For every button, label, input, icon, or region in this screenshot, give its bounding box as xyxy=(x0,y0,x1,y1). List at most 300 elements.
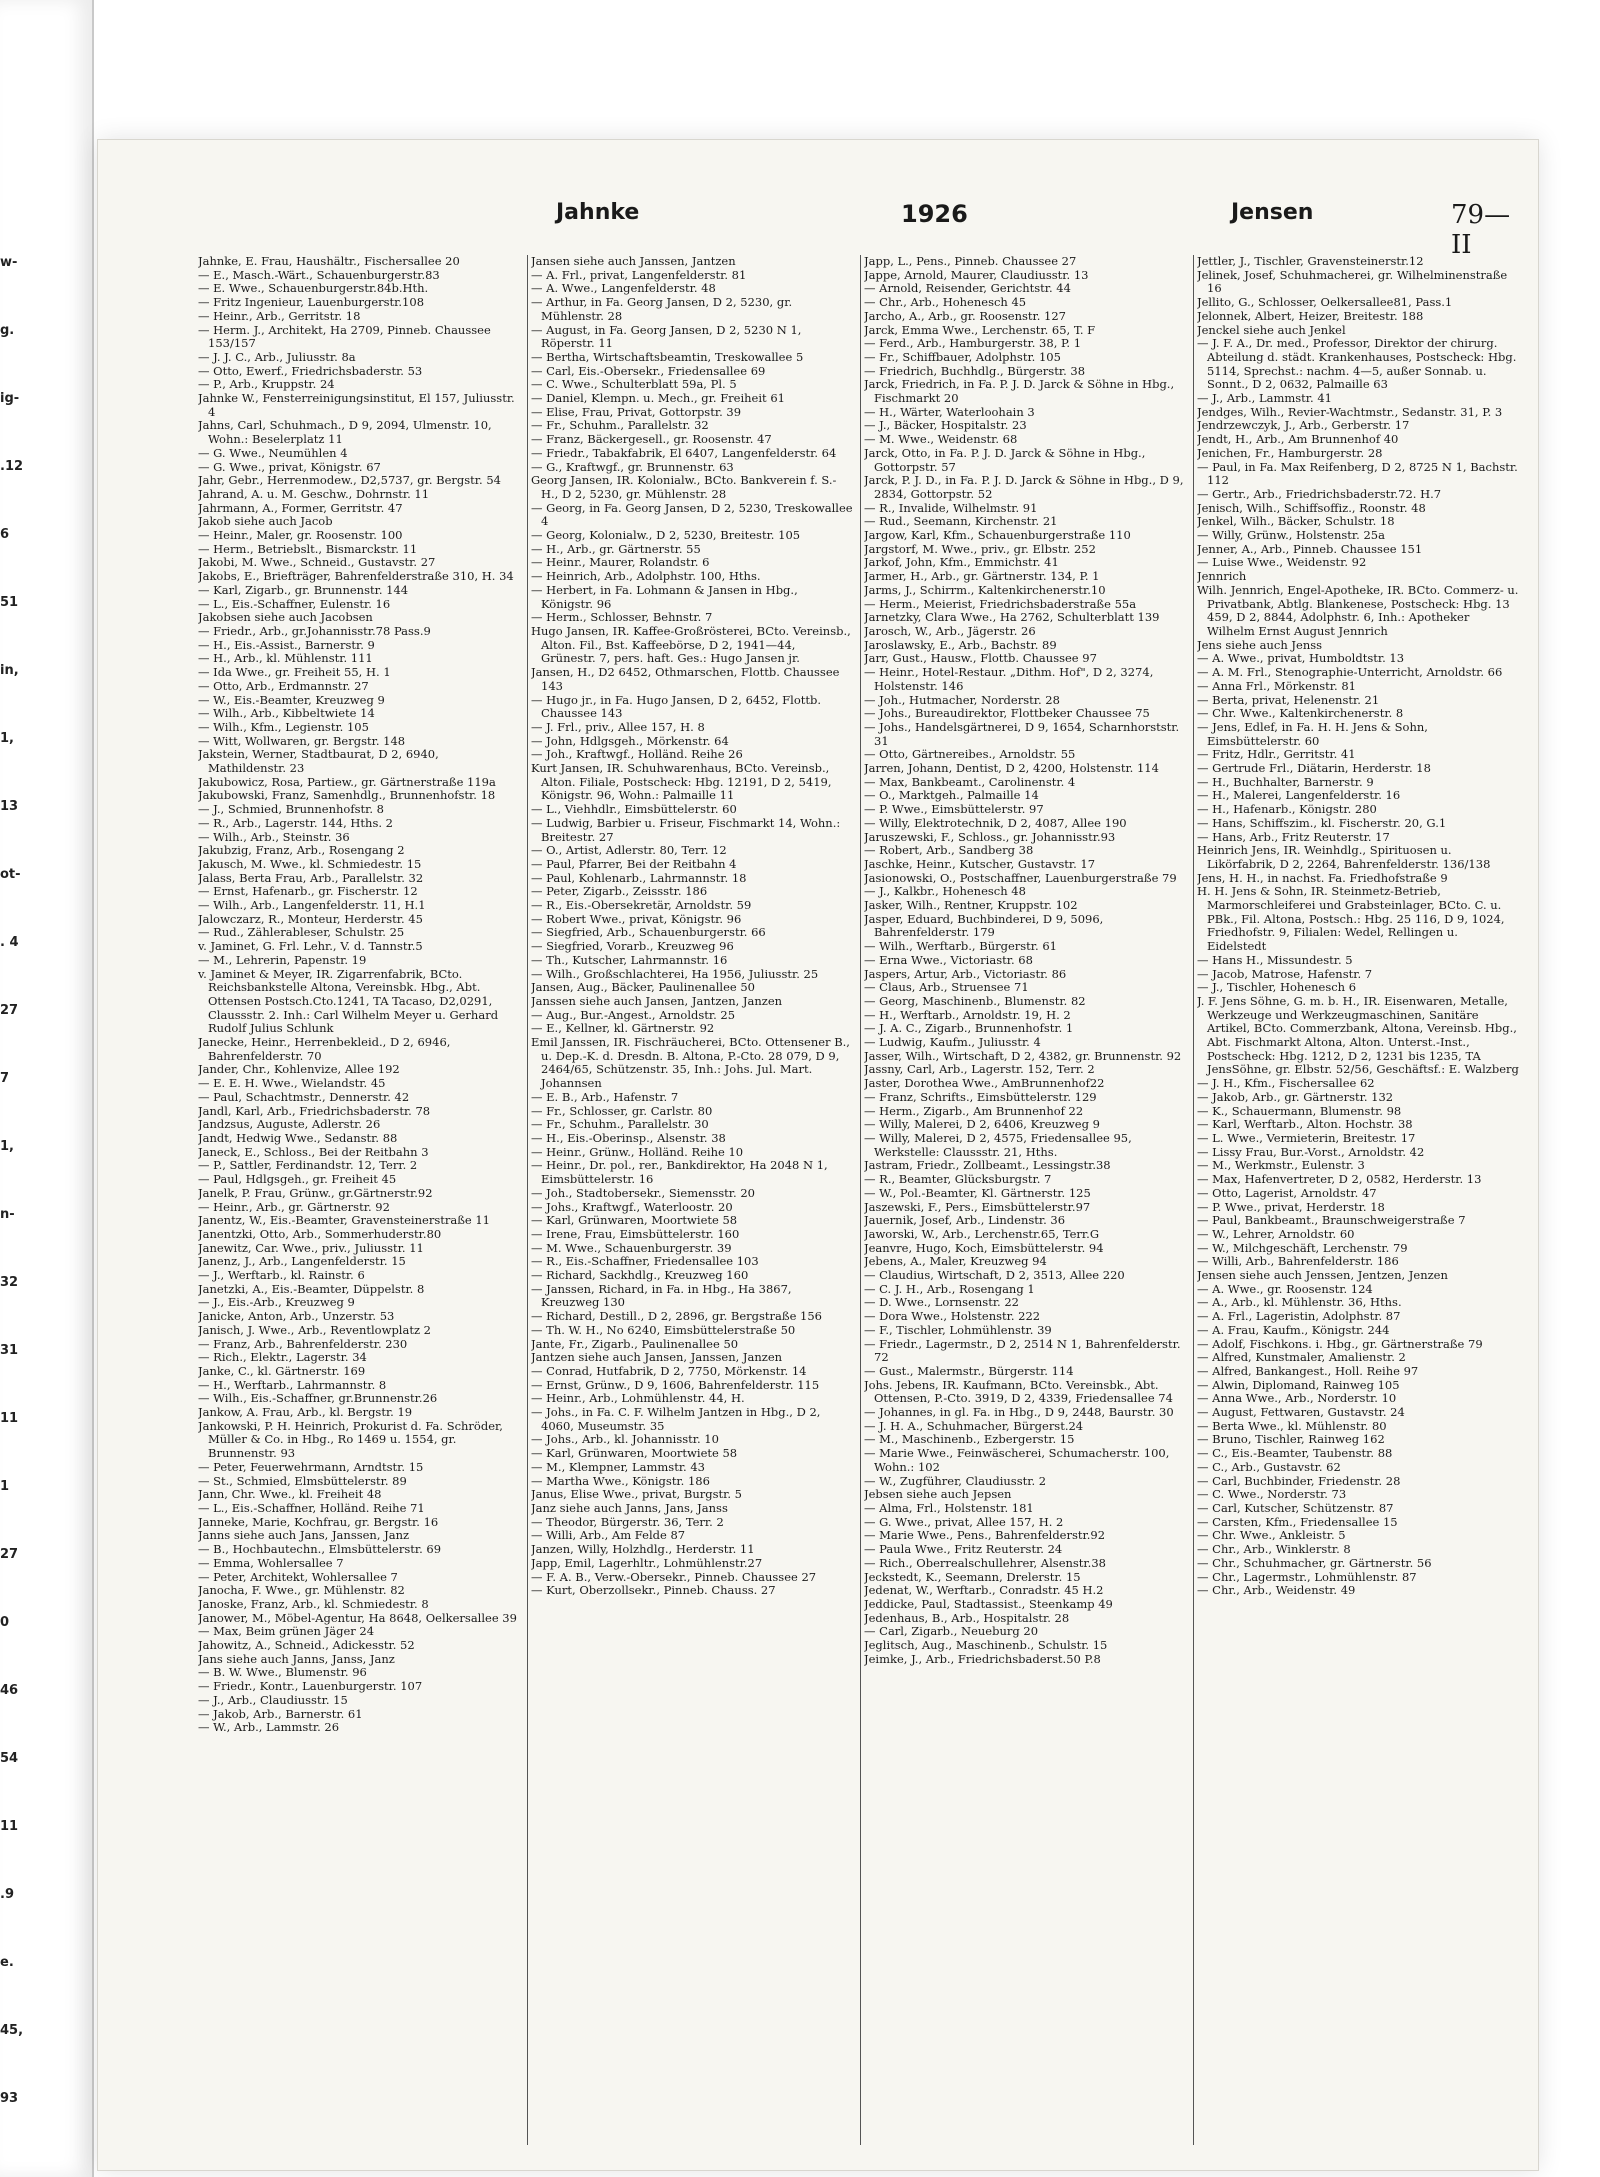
margin-fragment: 11 xyxy=(0,1819,19,1834)
directory-entry: — L., Eis.-Schaffner, Eulenstr. 16 xyxy=(198,596,391,611)
directory-entry: Jeglitsch, Aug., Maschinenb., Schulstr. 15 xyxy=(864,1638,1108,1653)
directory-entry: — Rich., Elektr., Lagerstr. 34 xyxy=(198,1350,367,1365)
directory-entry: Jahowitz, A., Schneid., Adickesstr. 52 xyxy=(198,1638,415,1653)
directory-entry: Jensen siehe auch Jenssen, Jentzen, Jenzen xyxy=(1197,1268,1448,1283)
directory-entry: Japp, Emil, Lagerhltr., Lohmühlenstr.27 xyxy=(531,1555,763,1570)
directory-entry: — Herm., Schlosser, Behnstr. 7 xyxy=(531,610,713,625)
directory-entry: — M., Maschinenb., Ezbergerstr. 15 xyxy=(864,1432,1075,1447)
directory-entry: — Willy, Grünw., Holstenstr. 25a xyxy=(1197,528,1385,543)
directory-entry: — J., Kalkbr., Hohenesch 48 xyxy=(864,884,1026,899)
directory-entry: — Herm., Meierist, Friedrichsbaderstraße 55a xyxy=(864,596,1137,611)
directory-entry: — Carl, Buchbinder, Friedenstr. 28 xyxy=(1197,1473,1401,1488)
directory-entry: — H., Eis.-Assist., Barnerstr. 9 xyxy=(198,637,375,652)
directory-entry: — Wilh., Arb., Kibbeltwiete 14 xyxy=(198,706,375,721)
directory-entry: — Georg, Kolonialw., D 2, 5230, Breitestr. 105 xyxy=(531,528,801,543)
margin-fragment: 1, xyxy=(0,1139,14,1154)
header-year: 1926 xyxy=(901,200,968,228)
directory-entry: — Georg, Maschinenb., Blumenstr. 82 xyxy=(864,993,1086,1008)
directory-entry: Jaroslawsky, E., Arb., Bachstr. 89 xyxy=(864,637,1057,652)
directory-entry: Jandl, Karl, Arb., Friedrichsbaderstr. 78 xyxy=(198,1103,431,1118)
directory-entry: — Wilh., Arb., Steinstr. 36 xyxy=(198,829,350,844)
directory-entry: Jann, Chr. Wwe., kl. Freiheit 48 xyxy=(198,1487,382,1502)
directory-entry: — Erna Wwe., Victoriastr. 68 xyxy=(864,952,1033,967)
directory-entry: — W., Pol.-Beamter, Kl. Gärtnerstr. 125 xyxy=(864,1185,1091,1200)
directory-entry: Jassny, Carl, Arb., Lagerstr. 152, Terr. 2 xyxy=(864,1062,1095,1077)
directory-entry: — Paul, in Fa. Max Reifenberg, D 2, 8725 N 1, Bachstr. 112 xyxy=(1197,459,1518,488)
directory-entry: — Chr., Arb., Hohenesch 45 xyxy=(864,295,1027,310)
directory-entry: — M., Klempner, Lammstr. 43 xyxy=(531,1459,705,1474)
directory-entry: — Richard, Destill., D 2, 2896, gr. Bergstraße 156 xyxy=(531,1309,822,1324)
directory-entry: Jakubzig, Franz, Arb., Rosengang 2 xyxy=(198,843,405,858)
directory-entry: — H., Arb., kl. Mühlenstr. 111 xyxy=(198,651,373,666)
directory-entry: Jandt, Hedwig Wwe., Sedanstr. 88 xyxy=(198,1131,398,1145)
directory-entry: — Joh., Hutmacher, Norderstr. 28 xyxy=(864,692,1060,707)
directory-entry: Jens, H. H., in nachst. Fa. Friedhofstraße 9 xyxy=(1197,870,1448,885)
directory-entry: — Witt, Wollwaren, gr. Bergstr. 148 xyxy=(198,733,406,748)
column-divider xyxy=(1193,255,1194,2145)
directory-entry: — Otto, Lagerist, Arnoldstr. 47 xyxy=(1197,1185,1377,1200)
directory-entry: — A. Wwe., Langenfelderstr. 48 xyxy=(531,281,716,296)
directory-entry: — John, Hdlgsgeh., Mörkenstr. 64 xyxy=(531,733,729,748)
margin-fragment: ot- xyxy=(0,867,21,882)
directory-entry: — Th., Kutscher, Lahrmannstr. 16 xyxy=(531,952,728,967)
directory-entry: — J., Arb., Claudiusstr. 15 xyxy=(198,1692,348,1707)
directory-entry: Jappe, Arnold, Maurer, Claudiusstr. 13 xyxy=(864,267,1089,282)
directory-entry: — Wilh., Großschlachterei, Ha 1956, Juliusstr. 25 xyxy=(531,966,819,981)
margin-fragment: n- xyxy=(0,1207,15,1222)
directory-entry: — Marie Wwe., Feinwäscherei, Schumacherstr. 100, Wohn.: 102 xyxy=(864,1446,1170,1474)
directory-entry: — A. Frau, Kaufm., Königstr. 244 xyxy=(1197,1322,1390,1337)
directory-entry: — Paul, Hdlgsgeh., gr. Freiheit 45 xyxy=(198,1172,397,1187)
directory-entry: — Heinr., Hotel-Restaur. „Dithm. Hof", D 2, 3274, Holstenstr. 146 xyxy=(864,665,1154,693)
directory-entry: Jalass, Berta Frau, Arb., Parallelstr. 32 xyxy=(198,870,424,885)
directory-entry: — H., Hafenarb., Königstr. 280 xyxy=(1197,802,1377,817)
directory-entry: — Ida Wwe., gr. Freiheit 55, H. 1 xyxy=(198,665,391,680)
column-3 xyxy=(864,255,1186,2155)
directory-entry: — Wilh., Eis.-Schaffner, gr.Brunnenstr.26 xyxy=(198,1391,438,1406)
directory-entry: — P., Arb., Kruppstr. 24 xyxy=(198,377,335,392)
directory-entry: — Rud., Zählerableser, Schulstr. 25 xyxy=(198,925,405,940)
directory-entry: — Luise Wwe., Weidenstr. 92 xyxy=(1197,555,1367,570)
directory-entry: — Carl, Kutscher, Schützenstr. 87 xyxy=(1197,1500,1394,1515)
directory-entry: — Friedr., Lagermstr., D 2, 2514 N 1, Bahrenfelderstr. 72 xyxy=(864,1336,1181,1365)
directory-entry: — Fr., Schlosser, gr. Carlstr. 80 xyxy=(531,1103,713,1118)
directory-entry: — J., Tischler, Hohenesch 6 xyxy=(1197,980,1357,995)
directory-entry: — J. A. C., Zigarb., Brunnenhofstr. 1 xyxy=(864,1021,1074,1036)
directory-entry: Jendrzewczyk, J., Arb., Gerberstr. 17 xyxy=(1197,418,1410,433)
directory-entry: Jenner, A., Arb., Pinneb. Chaussee 151 xyxy=(1197,541,1423,556)
directory-entry: — Franz, Bäckergesell., gr. Roosenstr. 47 xyxy=(531,432,772,447)
directory-entry: — August, Fettwaren, Gustavstr. 24 xyxy=(1197,1405,1405,1420)
margin-fragment: 51 xyxy=(0,595,19,610)
margin-fragment: e. xyxy=(0,1955,14,1970)
directory-entry: — Jakob, Arb., Barnerstr. 61 xyxy=(198,1706,363,1721)
directory-entry: Jandzsus, Auguste, Adlerstr. 26 xyxy=(198,1117,381,1132)
directory-entry: Janentzki, Otto, Arb., Sommerhuderstr.80 xyxy=(198,1226,442,1241)
directory-entry: Wilh. Jennrich, Engel-Apotheke, IR. BCto. Commerz- u. Privatbank, Abtlg. Blankenese, Postscheck: Hbg. 13 459, D 2, 8844, Adolphstr. 6, Inh.: Apotheker Wilhelm Ernst August Jennrich xyxy=(1197,582,1519,638)
margin-fragment: 27 xyxy=(0,1547,19,1562)
directory-entry: — A. Frl., privat, Langenfelderstr. 81 xyxy=(531,267,747,282)
directory-columns xyxy=(198,255,1528,2155)
directory-entry: Jelonnek, Albert, Heizer, Breitestr. 188 xyxy=(1197,308,1424,323)
directory-entry: — Marie Wwe., Pens., Bahrenfelderstr.92 xyxy=(864,1528,1106,1543)
directory-entry: — Elise, Frau, Privat, Gottorpstr. 39 xyxy=(531,404,742,419)
margin-fragment: in, xyxy=(0,663,19,678)
directory-entry: Jahns, Carl, Schuhmach., D 9, 2094, Ulmenstr. 10, Wohn.: Beselerplatz 11 xyxy=(198,418,492,447)
directory-entry: Jander, Chr., Kohlenvize, Allee 192 xyxy=(198,1062,400,1077)
directory-entry: — Rud., Seemann, Kirchenstr. 21 xyxy=(864,514,1058,529)
directory-entry: — Wilh., Werftarb., Bürgerstr. 61 xyxy=(864,939,1057,954)
directory-entry: — Adolf, Fischkons. i. Hbg., gr. Gärtnerstraße 79 xyxy=(1197,1336,1483,1351)
directory-entry: — Johs., Arb., kl. Johannisstr. 10 xyxy=(531,1432,719,1447)
directory-entry: — Chr., Lagermstr., Lohmühlenstr. 87 xyxy=(1197,1569,1417,1584)
directory-entry: — Heinr., Grünw., Holländ. Reihe 10 xyxy=(531,1144,744,1159)
directory-entry: Janecke, Heinr., Herrenbekleid., D 2, 6946, Bahrenfelderstr. 70 xyxy=(198,1035,451,1063)
margin-fragment: 13 xyxy=(0,799,19,814)
directory-entry: Jarosch, W., Arb., Jägerstr. 26 xyxy=(864,623,1036,638)
directory-entry: Jankow, A. Frau, Arb., kl. Bergstr. 19 xyxy=(198,1405,413,1420)
directory-entry: — Wilh., Kfm., Legienstr. 105 xyxy=(198,719,369,734)
directory-entry: — J. F. A., Dr. med., Professor, Direktor der chirurg. Abteilung d. städt. Krankenhauses, Postscheck: Hbg. 5114, Sprechst.: nachm. 4—5, außer Sonnab. u. Sonnt., D 2, 0632, Palmaille 63 xyxy=(1197,336,1517,392)
directory-entry: Jendges, Wilh., Revier-Wachtmstr., Sedanstr. 31, P. 3 xyxy=(1197,404,1503,419)
directory-entry: — H., Arb., gr. Gärtnerstr. 55 xyxy=(531,541,701,556)
directory-entry: — Franz, Arb., Bahrenfelderstr. 230 xyxy=(198,1336,408,1351)
directory-entry: Jankowski, P. H. Heinrich, Prokurist d. Fa. Schröder, Müller & Co. in Hbg., Ro 1469 u. 1554, gr. Brunnenstr. 93 xyxy=(198,1418,503,1461)
directory-entry: — Hans, Arb., Fritz Reuterstr. 17 xyxy=(1197,829,1390,844)
directory-entry: — Conrad, Hutfabrik, D 2, 7750, Mörkenstr. 14 xyxy=(531,1363,807,1378)
directory-entry: — C., Eis.-Beamter, Taubenstr. 88 xyxy=(1197,1446,1393,1461)
directory-entry: Jeanvre, Hugo, Koch, Eimsbüttelerstr. 94 xyxy=(864,1240,1104,1255)
directory-entry: — Willy, Malerei, D 2, 6406, Kreuzweg 9 xyxy=(864,1117,1100,1132)
directory-entry: — Fr., Schuhm., Parallelstr. 32 xyxy=(531,418,709,433)
directory-entry: — Gust., Malermstr., Bürgerstr. 114 xyxy=(864,1363,1074,1378)
directory-entry: Janeck, E., Schloss., Bei der Reitbahn 3 xyxy=(198,1144,429,1159)
directory-entry: — Ludwig, Barbier u. Friseur, Fischmarkt 14, Wohn.: Breitestr. 27 xyxy=(531,815,841,844)
directory-page xyxy=(98,140,1538,2170)
directory-entry: Jans siehe auch Janns, Janss, Janz xyxy=(198,1651,395,1666)
directory-entry: Jaworski, W., Arb., Lerchenstr.65, Terr.G xyxy=(864,1226,1100,1241)
margin-fragment: 6 xyxy=(0,527,10,542)
directory-entry: — Hans H., Missundestr. 5 xyxy=(1197,952,1353,967)
directory-entry: — P., Sattler, Ferdinandstr. 12, Terr. 2 xyxy=(198,1158,418,1173)
directory-entry: — J., Eis.-Arb., Kreuzweg 9 xyxy=(198,1295,355,1310)
directory-entry: — Paul, Bankbeamt., Braunschweigerstraße 7 xyxy=(1197,1213,1466,1228)
directory-entry: Jahnke, E. Frau, Haushältr., Fischersallee 20 xyxy=(198,255,460,268)
directory-entry: — Richard, Sackhdlg., Kreuzweg 160 xyxy=(531,1268,749,1283)
directory-entry: Jasper, Eduard, Buchbinderei, D 9, 5096, Bahrenfelderstr. 179 xyxy=(864,911,1104,940)
directory-entry: — H., Eis.-Oberinsp., Alsenstr. 38 xyxy=(531,1131,726,1145)
directory-entry: — Paul, Pfarrer, Bei der Reitbahn 4 xyxy=(531,856,737,871)
directory-entry: — Herbert, in Fa. Lohmann & Jansen in Hbg., Königstr. 96 xyxy=(531,582,798,611)
directory-entry: Janoske, Franz, Arb., kl. Schmiedestr. 8 xyxy=(198,1596,429,1611)
directory-entry: Jettler, J., Tischler, Gravensteinerstr.12 xyxy=(1197,255,1424,268)
directory-entry: — Paula Wwe., Fritz Reuterstr. 24 xyxy=(864,1542,1063,1557)
directory-entry: — R., Arb., Lagerstr. 144, Hths. 2 xyxy=(198,815,393,830)
header-first-entry: Jahnke xyxy=(556,200,640,225)
directory-entry: — Joh., Kraftwgf., Holländ. Reihe 26 xyxy=(531,747,743,762)
directory-entry: Jeddicke, Paul, Stadtassist., Steenkamp 49 xyxy=(864,1596,1113,1611)
directory-entry: — Fritz, Hdlr., Gerritstr. 41 xyxy=(1197,747,1356,762)
directory-entry: Jahrmann, A., Former, Gerritstr. 47 xyxy=(198,500,403,515)
directory-entry: — Heinr., Maurer, Rolandstr. 6 xyxy=(531,555,710,570)
directory-entry: — Franz, Schrifts., Eimsbüttelerstr. 129 xyxy=(864,1089,1097,1104)
directory-entry: — B., Hochbautechn., Elmsbüttelerstr. 69 xyxy=(198,1542,442,1557)
directory-entry: — Friedrich, Buchhdlg., Bürgerstr. 38 xyxy=(864,363,1086,378)
directory-entry: — J. Frl., priv., Allee 157, H. 8 xyxy=(531,719,705,734)
directory-entry: Janke, C., kl. Gärtnerstr. 169 xyxy=(198,1363,366,1378)
directory-entry: — Jakob, Arb., gr. Gärtnerstr. 132 xyxy=(1197,1089,1394,1104)
directory-entry: — Peter, Architekt, Wohlersallee 7 xyxy=(198,1569,398,1584)
directory-entry: — St., Schmied, Elmsbüttelerstr. 89 xyxy=(198,1473,407,1488)
directory-entry: Heinrich Jens, IR. Weinhdlg., Spirituosen u. Likörfabrik, D 2, 2264, Bahrenfelderstr. 136/138 xyxy=(1197,843,1491,871)
directory-entry: — Alfred, Kunstmaler, Amalienstr. 2 xyxy=(1197,1350,1406,1365)
directory-entry: — Chr., Schuhmacher, gr. Gärtnerstr. 56 xyxy=(1197,1555,1432,1570)
directory-entry: — F. A. B., Verw.-Obersekr., Pinneb. Chaussee 27 xyxy=(531,1569,817,1584)
directory-entry: — Alfred, Bankangest., Holl. Reihe 97 xyxy=(1197,1363,1419,1378)
directory-entry: Jeckstedt, K., Seemann, Drelerstr. 15 xyxy=(864,1569,1081,1584)
directory-entry: — Chr. Wwe., Kaltenkirchenerstr. 8 xyxy=(1197,706,1404,721)
directory-entry: — Johs., Handelsgärtnerei, D 9, 1654, Scharnhorststr. 31 xyxy=(864,719,1180,748)
directory-entry: — O., Artist, Adlerstr. 80, Terr. 12 xyxy=(531,843,727,858)
directory-entry: — Alma, Frl., Holstenstr. 181 xyxy=(864,1500,1034,1515)
margin-fragment: 46 xyxy=(0,1683,19,1698)
directory-entry: — F., Tischler, Lohmühlenstr. 39 xyxy=(864,1322,1052,1337)
directory-entry: — Heinr., Dr. pol., rer., Bankdirektor, Ha 2048 N 1, Eimsbüttelerstr. 16 xyxy=(531,1158,828,1187)
directory-entry: — Heinrich, Arb., Adolphstr. 100, Hths. xyxy=(531,569,761,584)
directory-entry: — M., Lehrerin, Papenstr. 19 xyxy=(198,952,367,967)
directory-entry: Janneke, Marie, Kochfrau, gr. Bergstr. 16 xyxy=(198,1514,439,1529)
directory-entry: Janetzki, A., Eis.-Beamter, Düppelstr. 8 xyxy=(198,1281,425,1296)
directory-entry: Johs. Jebens, IR. Kaufmann, BCto. Vereinsbk., Abt. Ottensen, P.-Cto. 3919, D 2, 4339, Friedensallee 74 xyxy=(864,1377,1173,1406)
directory-entry: — Peter, Zigarb., Zeissstr. 186 xyxy=(531,884,708,899)
directory-entry: — Arnold, Reisender, Gerichtstr. 44 xyxy=(864,281,1071,296)
directory-entry: Jarck, Otto, in Fa. P. J. D. Jarck & Söhne in Hbg., Gottorpstr. 57 xyxy=(864,445,1146,474)
directory-entry: — Carl, Zigarb., Neueburg 20 xyxy=(864,1624,1039,1639)
directory-entry: Jarr, Gust., Hausw., Flottb. Chaussee 97 xyxy=(864,651,1097,666)
directory-entry: — R., Invalide, Wilhelmstr. 91 xyxy=(864,500,1038,515)
column-4 xyxy=(1197,255,1519,2155)
directory-entry: — C. J. H., Arb., Rosengang 1 xyxy=(864,1281,1035,1296)
directory-entry: — W., Zugführer, Claudiusstr. 2 xyxy=(864,1473,1047,1488)
directory-entry: — Herm., Zigarb., Am Brunnenhof 22 xyxy=(864,1103,1084,1118)
directory-entry: Janentz, W., Eis.-Beamter, Gravensteinerstraße 11 xyxy=(198,1213,490,1228)
directory-entry: — C. Wwe., Schulterblatt 59a, Pl. 5 xyxy=(531,377,737,392)
directory-entry: — Claus, Arb., Struensee 71 xyxy=(864,980,1029,995)
directory-entry: — L. Wwe., Vermieterin, Breitestr. 17 xyxy=(1197,1131,1416,1145)
margin-fragment: 0 xyxy=(0,1615,10,1630)
column-divider xyxy=(527,255,528,2145)
directory-entry: Janz siehe auch Janns, Jans, Janss xyxy=(531,1500,728,1515)
directory-entry: Jarren, Johann, Dentist, D 2, 4200, Holstenstr. 114 xyxy=(864,761,1159,776)
directory-entry: — Fritz Ingenieur, Lauenburgerstr.108 xyxy=(198,295,425,310)
margin-fragment: w- xyxy=(0,255,18,270)
directory-entry: — Heinr., Arb., gr. Gärtnerstr. 92 xyxy=(198,1199,390,1214)
directory-entry: Janewitz, Car. Wwe., priv., Juliusstr. 11 xyxy=(198,1240,424,1255)
directory-entry: Jaschke, Heinr., Kutscher, Gustavstr. 17 xyxy=(864,856,1096,871)
directory-entry: — C., Arb., Gustavstr. 62 xyxy=(1197,1459,1341,1474)
directory-entry: Jasker, Wilh., Rentner, Kruppstr. 102 xyxy=(864,898,1078,913)
margin-fragment: 45, xyxy=(0,2023,24,2038)
directory-entry: — Heinr., Arb., Lohmühlenstr. 44, H. xyxy=(531,1391,745,1406)
directory-entry: — R., Eis.-Obersekretär, Arnoldstr. 59 xyxy=(531,898,752,913)
directory-entry: — H., Wärter, Waterloohain 3 xyxy=(864,404,1035,419)
directory-entry: Jarck, Friedrich, in Fa. P. J. D. Jarck & Söhne in Hbg., Fischmarkt 20 xyxy=(864,377,1175,406)
directory-entry: — Arthur, in Fa. Georg Jansen, D 2, 5230, gr. Mühlenstr. 28 xyxy=(531,295,793,323)
margin-fragment: 32 xyxy=(0,1275,19,1290)
directory-entry: — Anna Frl., Mörkenstr. 81 xyxy=(1197,678,1356,693)
directory-entry: — Fr., Schiffbauer, Adolphstr. 105 xyxy=(864,349,1061,364)
directory-entry: Jeimke, J., Arb., Friedrichsbaderst.50 P.8 xyxy=(864,1651,1101,1666)
directory-entry: — R., Eis.-Schaffner, Friedensallee 103 xyxy=(531,1254,759,1269)
directory-entry: — Siegfried, Arb., Schauenburgerstr. 66 xyxy=(531,925,766,940)
directory-entry: — J. H. A., Schuhmacher, Bürgerst.24 xyxy=(864,1418,1084,1433)
directory-entry: — G., Kraftwgf., gr. Brunnenstr. 63 xyxy=(531,459,734,474)
directory-entry: — E. B., Arb., Hafenstr. 7 xyxy=(531,1089,679,1104)
directory-entry: Janocha, F. Wwe., gr. Mühlenstr. 82 xyxy=(198,1583,405,1598)
directory-entry: Jens siehe auch Jenss xyxy=(1197,637,1323,652)
directory-entry: — Heinr., Maler, gr. Roosenstr. 100 xyxy=(198,528,403,543)
directory-entry: — Karl, Zigarb., gr. Brunnenstr. 144 xyxy=(198,582,409,597)
directory-entry: — Ferd., Arb., Hamburgerstr. 38, P. 1 xyxy=(864,336,1082,351)
directory-entry: — J., Werftarb., kl. Rainstr. 6 xyxy=(198,1268,365,1283)
directory-entry: J. F. Jens Söhne, G. m. b. H., IR. Eisenwaren, Metalle, Werkzeuge und Werkzeugmaschinen, Sanitäre Artikel, BCto. Commerzbank, Altona, Vereinsb. Hbg., Abt. Fischmarkt Altona, Alton. Unterst.-Inst., Postscheck: Hbg. 1212, D 2, 1231 bis 1235, TA JensSöhne, gr. Elbstr. 52/56, Geschäftsf.: E. Walzberg xyxy=(1197,993,1519,1077)
directory-entry: — Bertha, Wirtschaftsbeamtin, Treskowallee 5 xyxy=(531,349,804,364)
directory-entry: — H., Werftarb., Arnoldstr. 19, H. 2 xyxy=(864,1007,1071,1022)
directory-entry: — A. Frl., Lageristin, Adolphstr. 87 xyxy=(1197,1309,1401,1324)
directory-entry: — Emma, Wohlersallee 7 xyxy=(198,1555,344,1570)
directory-entry: — Anna Wwe., Arb., Norderstr. 10 xyxy=(1197,1391,1397,1406)
directory-entry: — Jacob, Matrose, Hafenstr. 7 xyxy=(1197,966,1373,981)
directory-entry: — P. Wwe., Eimsbüttelerstr. 97 xyxy=(864,802,1044,817)
directory-entry: — M. Wwe., Schauenburgerstr. 39 xyxy=(531,1240,732,1255)
directory-entry: — Alwin, Diplomand, Rainweg 105 xyxy=(1197,1377,1400,1392)
directory-entry: — H., Malerei, Langenfelderstr. 16 xyxy=(1197,788,1401,803)
directory-entry: — M., Werkmstr., Eulenstr. 3 xyxy=(1197,1158,1365,1173)
directory-entry: — Berta, privat, Helenenstr. 21 xyxy=(1197,692,1380,707)
directory-entry: — Hugo jr., in Fa. Hugo Jansen, D 2, 6452, Flottb. Chaussee 143 xyxy=(531,692,821,721)
directory-entry: Jennrich xyxy=(1197,569,1247,584)
directory-entry: — Karl, Grünwaren, Moortwiete 58 xyxy=(531,1446,738,1461)
directory-entry: Jahr, Gebr., Herrenmodew., D2,5737, gr. Bergstr. 54 xyxy=(198,473,501,488)
page-header xyxy=(186,200,1516,260)
directory-entry: — G. Wwe., privat, Königstr. 67 xyxy=(198,459,381,474)
directory-entry: — Joh., Stadtobersekr., Siemensstr. 20 xyxy=(531,1185,755,1200)
directory-entry: — Herm., Betriebslt., Bismarckstr. 11 xyxy=(198,541,418,556)
directory-entry: — Friedr., Kontr., Lauenburgerstr. 107 xyxy=(198,1679,423,1694)
directory-entry: — W., Eis.-Beamter, Kreuzweg 9 xyxy=(198,692,385,707)
directory-entry: Jebens, A., Maler, Kreuzweg 94 xyxy=(864,1254,1047,1269)
directory-entry: — Claudius, Wirtschaft, D 2, 3513, Allee 220 xyxy=(864,1268,1125,1283)
directory-entry: Georg Jansen, IR. Kolonialw., BCto. Bankverein f. S.-H., D 2, 5230, gr. Mühlenstr. 28 xyxy=(531,473,837,501)
directory-entry: v. Jaminet, G. Frl. Lehr., V. d. Tannstr.5 xyxy=(198,939,423,954)
directory-entry: — Carl, Eis.-Obersekr., Friedensallee 69 xyxy=(531,363,766,378)
directory-entry: — A. Wwe., privat, Humboldtstr. 13 xyxy=(1197,651,1405,666)
directory-entry: Jarck, P. J. D., in Fa. P. J. D. Jarck & Söhne in Hbg., D 9, 2834, Gottorpstr. 52 xyxy=(864,473,1184,501)
directory-entry: Jarmer, H., Arb., gr. Gärtnerstr. 134, P. 1 xyxy=(864,569,1100,584)
margin-fragment: 93 xyxy=(0,2091,19,2106)
directory-entry: H. H. Jens & Sohn, IR. Steinmetz-Betrieb, Marmorschleiferei und Grabsteinlager, BCto. C. u. PBk., Fil. Altona, Postsch.: Hbg. 25 116, D 9, 1024, Friedhofstr. 9, Filialen: Wedel, Rellingen u. Eidelstedt xyxy=(1197,884,1505,954)
directory-entry: — W., Lehrer, Arnoldstr. 60 xyxy=(1197,1226,1355,1241)
directory-entry: — Wilh., Arb., Langenfelderstr. 11, H.1 xyxy=(198,898,426,913)
directory-entry: — C. Wwe., Norderstr. 73 xyxy=(1197,1487,1347,1502)
margin-fragment: .9 xyxy=(0,1887,14,1902)
directory-entry: — J., Arb., Lammstr. 41 xyxy=(1197,391,1332,406)
directory-entry: — Max, Hafenvertreter, D 2, 0582, Herderstr. 13 xyxy=(1197,1172,1482,1187)
directory-entry: Janns siehe auch Jans, Janssen, Janz xyxy=(198,1528,410,1543)
directory-entry: — G. Wwe., Neumühlen 4 xyxy=(198,445,348,460)
directory-entry: — A. Wwe., gr. Roosenstr. 124 xyxy=(1197,1281,1373,1296)
margin-fragment: . 4 xyxy=(0,935,19,950)
directory-entry: Jahnke W., Fensterreinigungsinstitut, El 157, Juliusstr. 4 xyxy=(198,391,515,419)
directory-entry: — Lissy Frau, Bur.-Vorst., Arnoldstr. 42 xyxy=(1197,1144,1425,1159)
directory-entry: — Johannes, in gl. Fa. in Hbg., D 9, 2448, Baurstr. 30 xyxy=(864,1405,1174,1420)
directory-entry: — Karl, Grünwaren, Moortwiete 58 xyxy=(531,1213,738,1228)
directory-entry: — Otto, Gärtnereibes., Arnoldstr. 55 xyxy=(864,747,1076,762)
directory-entry: — Willy, Elektrotechnik, D 2, 4087, Allee 190 xyxy=(864,815,1127,830)
directory-entry: — August, in Fa. Georg Jansen, D 2, 5230 N 1, Röperstr. 11 xyxy=(531,322,802,351)
directory-entry: Jarcho, A., Arb., gr. Roosenstr. 127 xyxy=(864,308,1066,323)
directory-entry: Jakusch, M. Wwe., kl. Schmiedestr. 15 xyxy=(198,856,422,871)
directory-entry: — Robert Wwe., privat, Königstr. 96 xyxy=(531,911,742,926)
directory-entry: — Aug., Bur.-Angest., Arnoldstr. 25 xyxy=(531,1007,736,1022)
directory-entry: — Johs., Kraftwgf., Waterloostr. 20 xyxy=(531,1199,733,1214)
directory-entry: — Paul, Schachtmstr., Dennerstr. 42 xyxy=(198,1089,410,1104)
directory-entry: Jakubowski, Franz, Samenhdlg., Brunnenhofstr. 18 xyxy=(198,788,496,803)
directory-entry: Janzen, Willy, Holzhdlg., Herderstr. 11 xyxy=(531,1542,755,1557)
directory-entry: — O., Marktgeh., Palmaille 14 xyxy=(864,788,1039,803)
directory-entry: Jansen siehe auch Janssen, Jantzen xyxy=(531,255,736,268)
directory-entry: Jakob siehe auch Jacob xyxy=(198,514,333,529)
column-divider xyxy=(860,255,861,2145)
directory-entry: Jasionowski, O., Postschaffner, Lauenburgerstraße 79 xyxy=(864,870,1177,885)
directory-entry: Japp, L., Pens., Pinneb. Chaussee 27 xyxy=(864,255,1077,268)
directory-entry: — E., Kellner, kl. Gärtnerstr. 92 xyxy=(531,1021,715,1036)
directory-entry: Jaszewski, F., Pers., Eimsbüttelerstr.97 xyxy=(864,1199,1091,1214)
directory-entry: — Max, Beim grünen Jäger 24 xyxy=(198,1624,375,1639)
directory-entry: Jedenhaus, B., Arb., Hospitalstr. 28 xyxy=(864,1610,1070,1625)
directory-entry: — W., Milchgeschäft, Lerchenstr. 79 xyxy=(1197,1240,1408,1255)
directory-entry: — J. J. C., Arb., Juliusstr. 8a xyxy=(198,349,356,364)
directory-entry: Kurt Jansen, IR. Schuhwarenhaus, BCto. Vereinsb., Alton. Filiale, Postscheck: Hbg. 12191, D 2, 5419, Königstr. 96, Wohn.: Palmaille 11 xyxy=(531,761,832,803)
directory-entry: Jauernik, Josef, Arb., Lindenstr. 36 xyxy=(864,1213,1066,1228)
directory-entry: — Berta Wwe., kl. Mühlenstr. 80 xyxy=(1197,1418,1387,1433)
directory-entry: — E., Masch.-Wärt., Schauenburgerstr.83 xyxy=(198,267,440,282)
directory-entry: Jenichen, Fr., Hamburgerstr. 28 xyxy=(1197,445,1383,460)
directory-entry: Jakobi, M. Wwe., Schneid., Gustavstr. 27 xyxy=(198,555,436,570)
directory-entry: — Dora Wwe., Holstenstr. 222 xyxy=(864,1309,1041,1324)
directory-entry: — Otto, Arb., Erdmannstr. 27 xyxy=(198,678,369,693)
directory-entry: Janenz, J., Arb., Langenfelderstr. 15 xyxy=(198,1254,406,1269)
directory-entry: — E. E. H. Wwe., Wielandstr. 45 xyxy=(198,1076,386,1091)
directory-entry: Jedenat, W., Werftarb., Conradstr. 45 H.2 xyxy=(864,1583,1104,1598)
directory-entry: — Gertr., Arb., Friedrichsbaderstr.72. H.7 xyxy=(1197,486,1442,501)
directory-entry: Jenckel siehe auch Jenkel xyxy=(1197,322,1346,337)
directory-entry: Janelk, P. Frau, Grünw., gr.Gärtnerstr.92 xyxy=(198,1185,433,1200)
directory-entry: — Kurt, Oberzollsekr., Pinneb. Chauss. 27 xyxy=(531,1583,776,1598)
directory-entry: Jargow, Karl, Kfm., Schauenburgerstraße 110 xyxy=(864,528,1131,543)
directory-entry: — Rich., Oberrealschullehrer, Alsenstr.38 xyxy=(864,1555,1106,1570)
directory-entry: Jendt, H., Arb., Am Brunnenhof 40 xyxy=(1197,432,1399,447)
adjacent-page-strip xyxy=(0,0,94,2177)
directory-entry: — Heinr., Arb., Gerritstr. 18 xyxy=(198,308,361,323)
directory-entry: — Willy, Malerei, D 2, 4575, Friedensallee 95, Werkstelle: Claussstr. 21, Hths. xyxy=(864,1131,1132,1159)
directory-entry: — Hans, Schiffszim., kl. Fischerstr. 20, G.1 xyxy=(1197,815,1447,830)
directory-entry: Janower, M., Möbel-Agentur, Ha 8648, Oelkersallee 39 xyxy=(198,1610,517,1625)
directory-entry: — Willi, Arb., Am Felde 87 xyxy=(531,1528,686,1543)
directory-entry: — Georg, in Fa. Georg Jansen, D 2, 5230, Treskowallee 4 xyxy=(531,500,853,529)
directory-entry: Jakobsen siehe auch Jacobsen xyxy=(198,610,373,625)
directory-entry: Jantzen siehe auch Jansen, Janssen, Janzen xyxy=(531,1350,783,1365)
